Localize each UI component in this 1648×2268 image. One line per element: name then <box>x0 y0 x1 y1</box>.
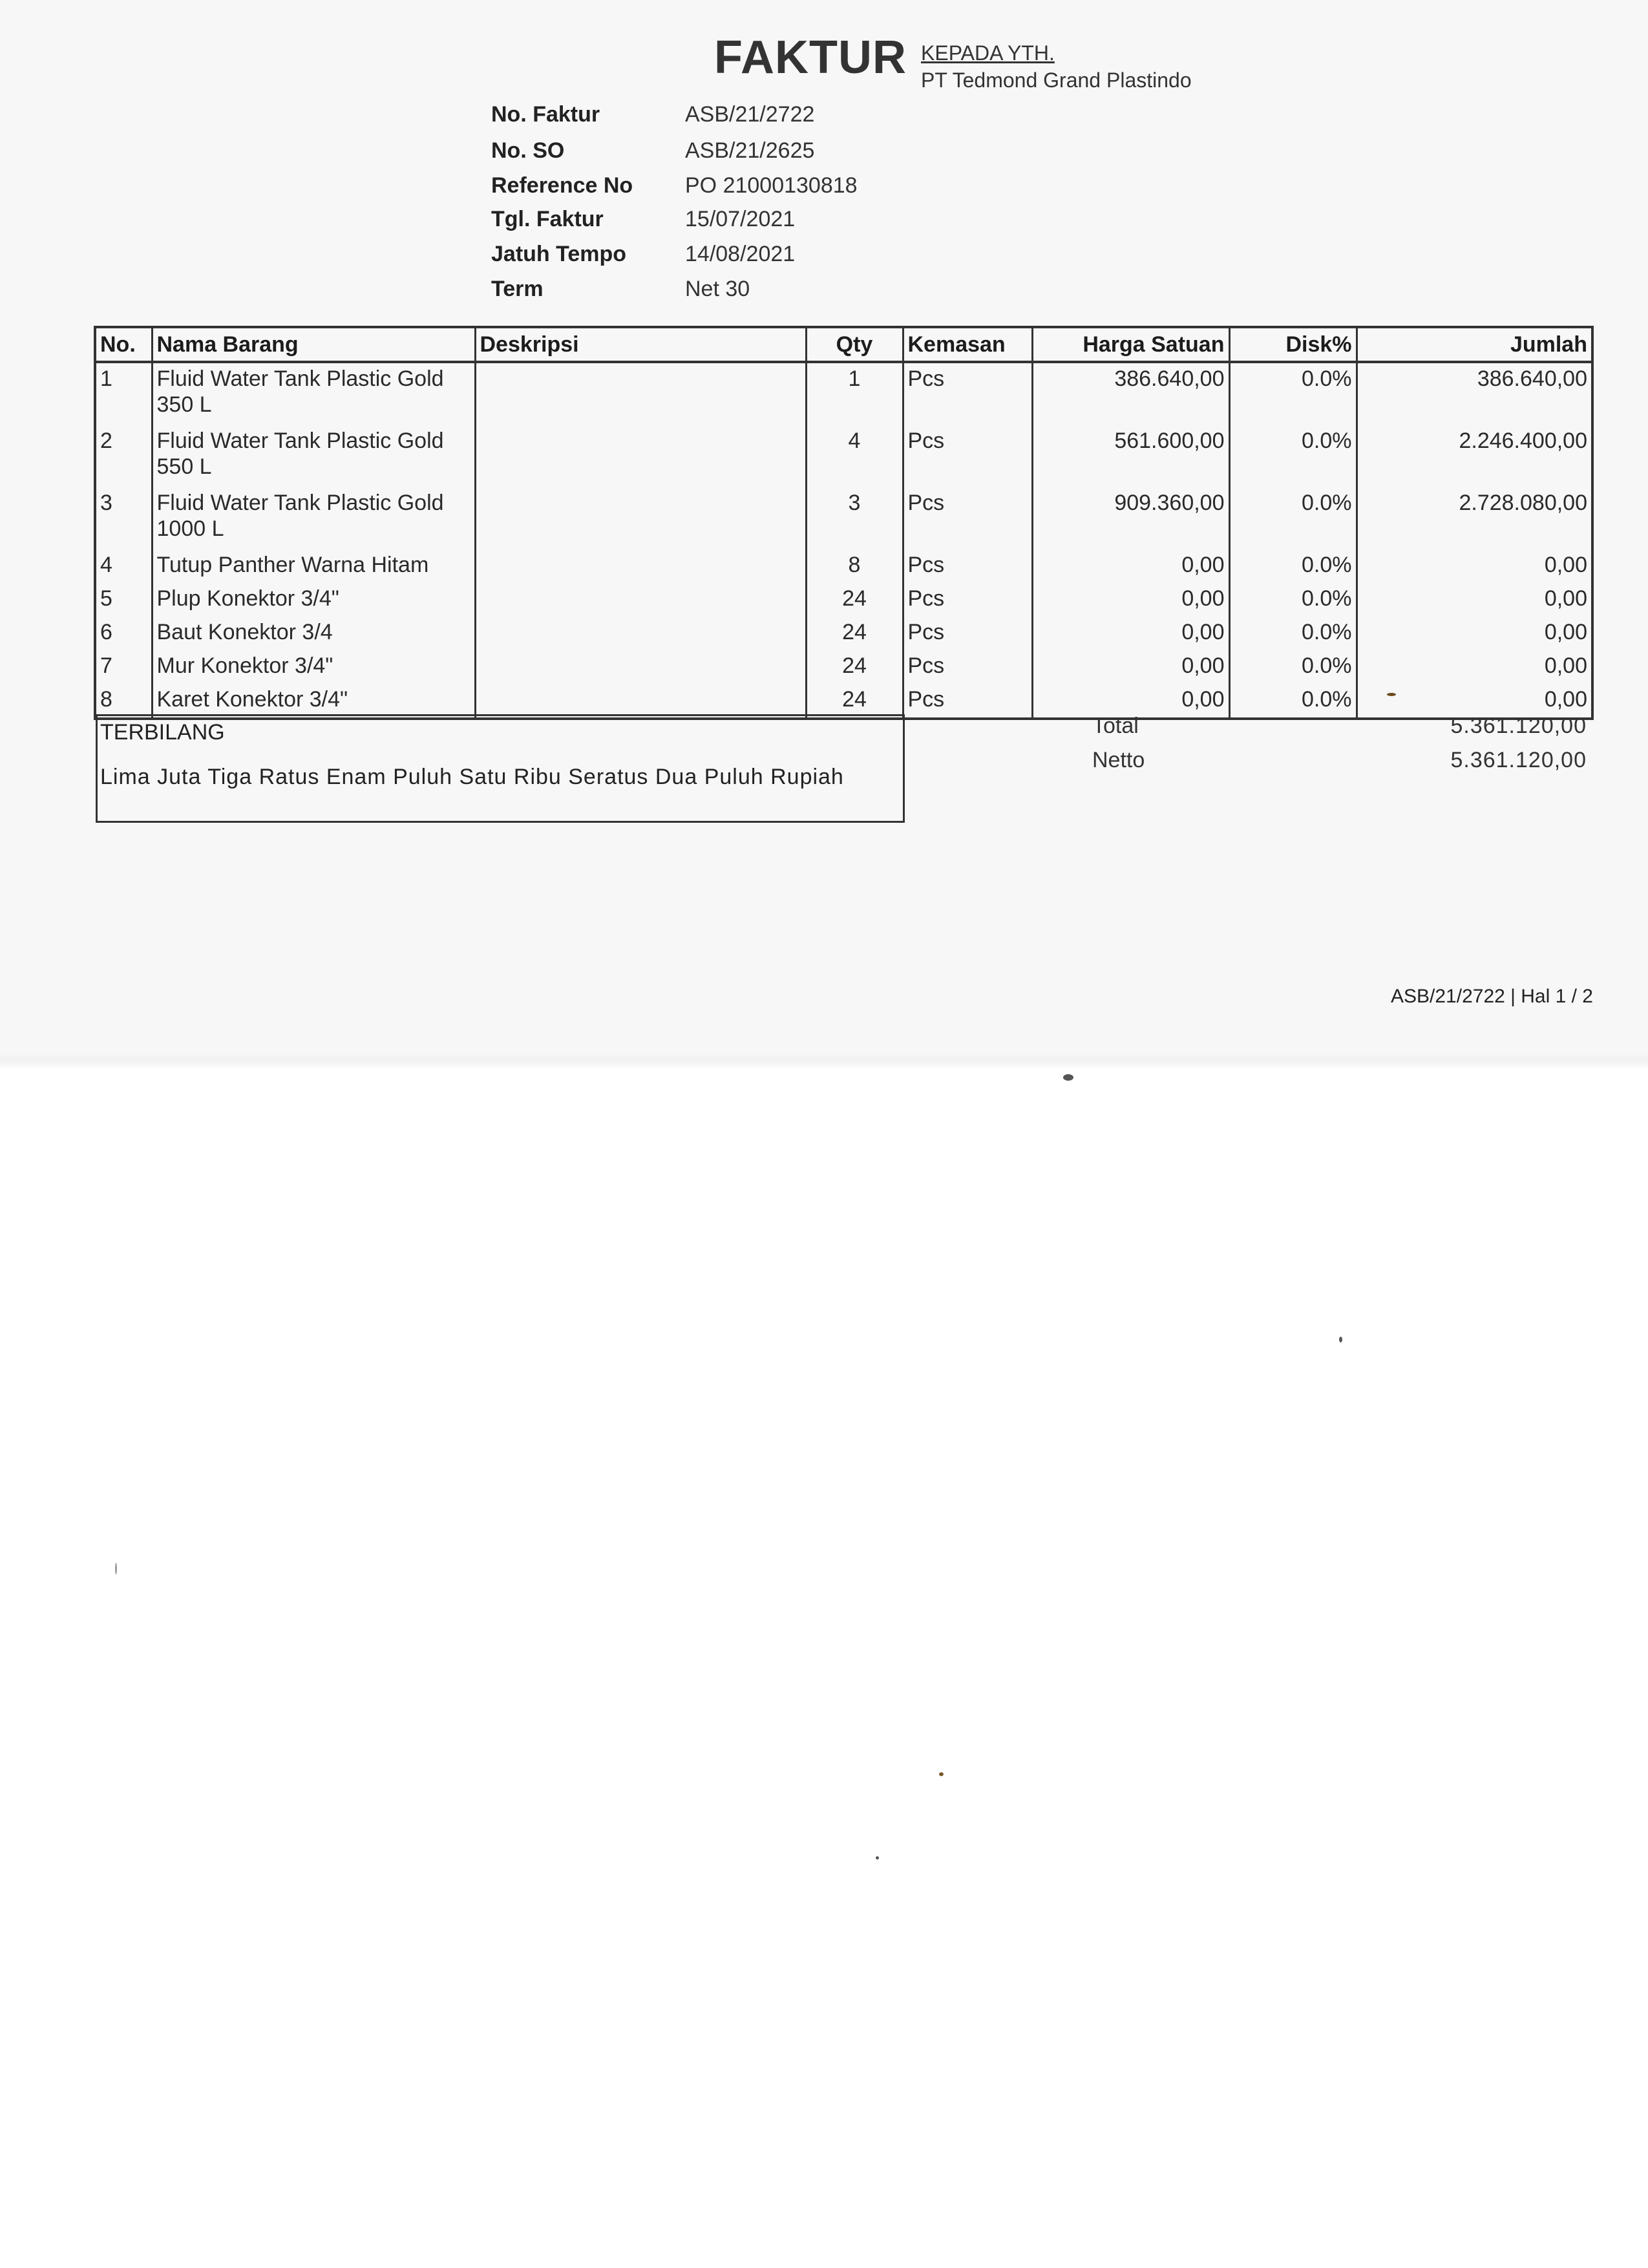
cell-nama-barang: Mur Konektor 3/4" <box>152 650 475 684</box>
cell-qty: 4 <box>806 425 903 487</box>
cell-nama-barang: Fluid Water Tank Plastic Gold 350 L <box>152 362 475 425</box>
cell-kemasan: Pcs <box>903 617 1032 650</box>
page-reference: ASB/21/2722 | Hal 1 / 2 <box>1391 986 1593 1007</box>
cell-harga-satuan: 561.600,00 <box>1032 425 1229 487</box>
invoice-sheet <box>0 0 1648 1060</box>
cell-disk: 0.0% <box>1229 549 1357 583</box>
cell-qty: 24 <box>806 650 903 684</box>
meta-label: Reference No <box>491 173 633 198</box>
scan-speck <box>876 1856 879 1860</box>
meta-label: No. Faktur <box>491 102 600 127</box>
cell-jumlah: 386.640,00 <box>1357 362 1592 425</box>
cell-harga-satuan: 0,00 <box>1032 583 1229 617</box>
cell-no: 5 <box>100 586 112 611</box>
column-header-disk: Disk% <box>1229 327 1357 362</box>
scan-speck <box>939 1772 944 1776</box>
scan-speck <box>1387 693 1396 696</box>
column-header-harga-satuan: Harga Satuan <box>1032 327 1229 362</box>
cell-nama-barang: Fluid Water Tank Plastic Gold 550 L <box>152 425 475 487</box>
scan-speck <box>1063 1074 1073 1081</box>
column-header-kemasan: Kemasan <box>903 327 1032 362</box>
cell-nama-barang: Karet Konektor 3/4" <box>152 684 475 719</box>
cell-deskripsi <box>475 487 806 549</box>
cell-disk: 0.0% <box>1229 684 1357 719</box>
cell-deskripsi <box>475 583 806 617</box>
cell-disk: 0.0% <box>1229 583 1357 617</box>
netto-label: Netto <box>1092 748 1145 772</box>
cell-kemasan: Pcs <box>903 583 1032 617</box>
total-label: Total <box>1092 714 1139 738</box>
cell-deskripsi <box>475 617 806 650</box>
cell-jumlah: 0,00 <box>1357 549 1592 583</box>
table-row <box>95 362 1592 425</box>
meta-value: Net 30 <box>685 277 750 301</box>
cell-qty: 3 <box>806 487 903 549</box>
invoice-title: FAKTUR <box>714 32 907 83</box>
cell-jumlah: 0,00 <box>1357 617 1592 650</box>
table-row <box>95 650 1592 684</box>
recipient-name: PT Tedmond Grand Plastindo <box>921 69 1192 92</box>
cell-kemasan: Pcs <box>903 684 1032 719</box>
cell-no: 4 <box>100 553 112 577</box>
cell-disk: 0.0% <box>1229 362 1357 425</box>
cell-kemasan: Pcs <box>903 487 1032 549</box>
cell-no: 2 <box>100 429 112 453</box>
cell-deskripsi <box>475 549 806 583</box>
cell-no: 3 <box>100 491 112 515</box>
terbilang-label: TERBILANG <box>100 720 225 745</box>
netto-value: 5.361.120,00 <box>1450 748 1587 772</box>
cell-kemasan: Pcs <box>903 549 1032 583</box>
cell-nama-barang: Fluid Water Tank Plastic Gold 1000 L <box>152 487 475 549</box>
cell-jumlah: 0,00 <box>1357 583 1592 617</box>
terbilang-text: Lima Juta Tiga Ratus Enam Puluh Satu Ribu Seratus Dua Puluh Rupiah <box>100 765 844 789</box>
cell-qty: 24 <box>806 684 903 719</box>
cell-harga-satuan: 0,00 <box>1032 684 1229 719</box>
cell-no: 6 <box>100 620 112 644</box>
cell-jumlah: 2.246.400,00 <box>1357 425 1592 487</box>
meta-value: ASB/21/2625 <box>685 138 815 163</box>
cell-disk: 0.0% <box>1229 617 1357 650</box>
cell-disk: 0.0% <box>1229 425 1357 487</box>
meta-value: PO 21000130818 <box>685 173 858 198</box>
cell-harga-satuan: 909.360,00 <box>1032 487 1229 549</box>
terbilang-box <box>96 714 905 823</box>
cell-qty: 1 <box>806 362 903 425</box>
cell-harga-satuan: 0,00 <box>1032 617 1229 650</box>
scan-speck <box>115 1563 117 1574</box>
cell-nama-barang: Baut Konektor 3/4 <box>152 617 475 650</box>
column-header-deskripsi: Deskripsi <box>475 327 806 362</box>
paper-edge <box>0 1054 1648 1069</box>
cell-nama-barang: Plup Konektor 3/4" <box>152 583 475 617</box>
table-row <box>95 549 1592 583</box>
cell-disk: 0.0% <box>1229 650 1357 684</box>
cell-kemasan: Pcs <box>903 362 1032 425</box>
meta-label: Jatuh Tempo <box>491 242 627 266</box>
cell-jumlah: 0,00 <box>1357 650 1592 684</box>
cell-deskripsi <box>475 650 806 684</box>
table-header-row <box>95 327 1592 362</box>
cell-kemasan: Pcs <box>903 650 1032 684</box>
column-header-jumlah: Jumlah <box>1357 327 1592 362</box>
cell-deskripsi <box>475 684 806 719</box>
cell-no: 7 <box>100 653 112 678</box>
cell-no: 1 <box>100 366 112 391</box>
meta-value: ASB/21/2722 <box>685 102 815 127</box>
items-table <box>94 326 1594 720</box>
cell-qty: 24 <box>806 617 903 650</box>
total-value: 5.361.120,00 <box>1450 714 1587 738</box>
meta-value: 15/07/2021 <box>685 207 796 231</box>
cell-harga-satuan: 386.640,00 <box>1032 362 1229 425</box>
column-header-no: No. <box>95 327 152 362</box>
cell-harga-satuan: 0,00 <box>1032 650 1229 684</box>
table-row <box>95 425 1592 487</box>
column-header-qty: Qty <box>806 327 903 362</box>
cell-qty: 8 <box>806 549 903 583</box>
cell-jumlah: 0,00 <box>1357 684 1592 719</box>
meta-label: Term <box>491 277 544 301</box>
table-row <box>95 617 1592 650</box>
meta-value: 14/08/2021 <box>685 242 796 266</box>
cell-nama-barang: Tutup Panther Warna Hitam <box>152 549 475 583</box>
column-header-nama-barang: Nama Barang <box>152 327 475 362</box>
cell-no: 8 <box>100 687 112 712</box>
meta-label: No. SO <box>491 138 565 163</box>
cell-kemasan: Pcs <box>903 425 1032 487</box>
table-row <box>95 583 1592 617</box>
recipient-label: KEPADA YTH. <box>921 41 1055 65</box>
table-row <box>95 487 1592 549</box>
meta-label: Tgl. Faktur <box>491 207 604 231</box>
cell-qty: 24 <box>806 583 903 617</box>
cell-deskripsi <box>475 362 806 425</box>
cell-jumlah: 2.728.080,00 <box>1357 487 1592 549</box>
cell-harga-satuan: 0,00 <box>1032 549 1229 583</box>
cell-disk: 0.0% <box>1229 487 1357 549</box>
scan-speck <box>1339 1337 1342 1342</box>
cell-deskripsi <box>475 425 806 487</box>
